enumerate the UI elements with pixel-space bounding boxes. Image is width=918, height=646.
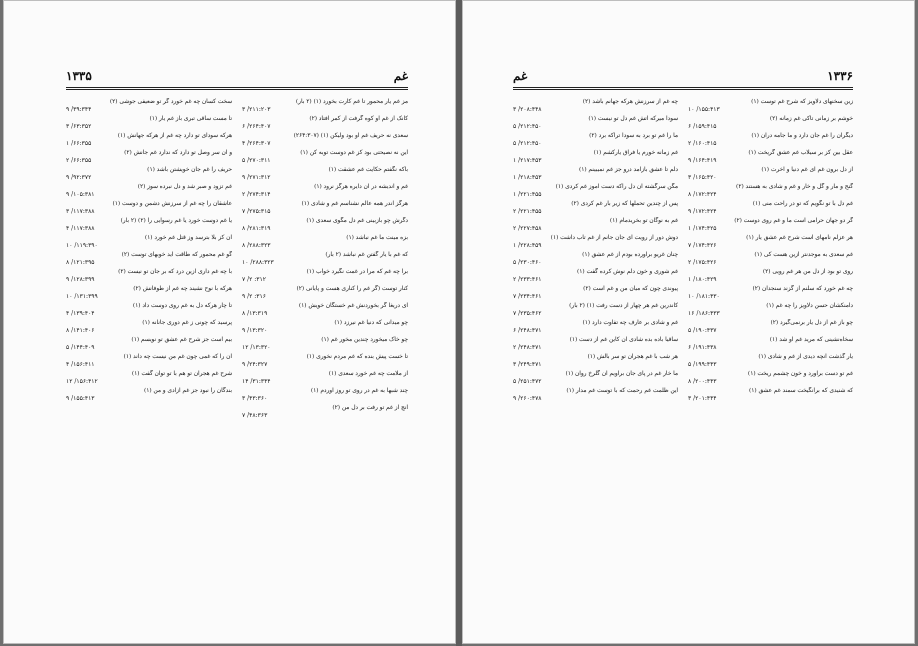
verse-line: آن را که غمی چون غم من نیست چه داند (۱) — [123, 354, 232, 360]
index-entry — [242, 166, 408, 182]
index-entry — [242, 353, 408, 369]
index-entry — [66, 200, 232, 216]
verse-line: این نه نصیحتی بود کز غم دوست توبه کن (۱) — [300, 150, 408, 156]
index-entry — [688, 353, 853, 369]
verse-line: غم و شادی بر عارف چه تفاوت دارد (۱) — [582, 320, 678, 326]
verse-reference: ۸ /۱۳:۳۱۹ — [242, 310, 268, 317]
verse-reference: ۱۲ /۱۳:۳۲۰ — [242, 344, 271, 351]
verse-line: سودا میرکه آتش غم دل تو نیست (۱) — [588, 116, 678, 122]
verse-reference: ۳ /۴۳:۳۶۰ — [242, 395, 268, 402]
verse-line: دلم تا عشق بازآمد درو جز غم نمیبینم (۱) — [578, 167, 678, 173]
verse-reference: ۹ /۱۰۵:۳۸۱ — [66, 191, 95, 198]
verse-reference: ۹ /۳۹:۳۴۴ — [66, 106, 92, 113]
verse-reference: ۲ /۲۳۳:۴۶۱ — [513, 276, 542, 283]
index-entry — [242, 404, 408, 420]
header-rule — [513, 87, 853, 90]
verse-line: ساقیا باده بده شادی آن کاین غم از دست (۱) — [569, 337, 678, 343]
verse-reference: ۸ /۲۸۱:۳۱۹ — [242, 225, 271, 232]
verse-reference: ۳ /۲۴۹:۴۷۱ — [513, 361, 542, 368]
verse-reference: ۱۰ /۱۸۱:۴۳۰ — [688, 293, 720, 300]
index-entry — [66, 115, 232, 131]
verse-line: بندگان را نبود جز غم آزادی و من (۱) — [143, 388, 232, 394]
index-entry — [242, 268, 408, 284]
page-header — [513, 63, 853, 83]
index-entry — [513, 268, 678, 284]
page-header — [66, 63, 408, 83]
verse-line: هرکه سودای تو دارد چه غم از هرکه جهانش (۱) — [117, 133, 232, 139]
index-entry — [242, 285, 408, 301]
verse-reference: ۷ /۲۳۴:۴۶۱ — [513, 293, 542, 300]
index-entry — [688, 387, 853, 403]
column-right — [242, 98, 408, 421]
verse-line: دوش دور از رویت ای جان جانم از غم تاب داشت (۱) — [550, 235, 678, 241]
verse-line: یا غم دوست خورد یا غم رسوایی را (۲) (۲ بار) — [120, 218, 232, 224]
verse-line: هر عزلم نامهای است شرح غم عشق یار (۱) — [746, 235, 853, 241]
index-entry — [513, 115, 678, 131]
index-entry — [513, 166, 678, 182]
index-entry — [688, 98, 853, 114]
header-rule — [66, 87, 408, 90]
verse-reference: ۵ /۱۹۹:۴۴۳ — [688, 361, 717, 368]
verse-reference: ۲ /۲۲۷:۴۵۸ — [513, 225, 542, 232]
verse-line: چه غم خورد که سلنم از گزند سنجدان (۲) — [752, 286, 853, 292]
verse-line: هرکه با نوح نشیند چه غم از طوفانش (۲) — [133, 286, 232, 292]
index-entry — [242, 251, 408, 267]
verse-line: دامنکشان حسن دلاویز را چه غم (۱) — [766, 303, 853, 309]
verse-reference: ۱۴ /۳۱:۳۴۴ — [242, 378, 271, 385]
verse-reference: ۳ /۲۰۸:۴۴۸ — [513, 106, 542, 113]
verse-line: پرسید که چونی ز غم دوری جانانه (۱) — [142, 320, 232, 326]
verse-line: ما را غم تو برد به سودا تراکه برد (۲) — [589, 133, 678, 139]
verse-line: غم شوری و خون دلم نوش کرده گفت (۱) — [577, 269, 678, 275]
verse-line: و آن سر وصل تو دارد که ندارد غم جانش (۲) — [124, 150, 232, 156]
verse-reference: ۹ /۱۳:۳۲۰ — [242, 327, 268, 334]
verse-reference: ۷ /۲۳۵:۴۶۲ — [513, 310, 542, 317]
index-entry — [66, 251, 232, 267]
index-entry — [66, 183, 232, 199]
verse-reference: ۸ /۲۸۸:۳۲۳ — [242, 242, 271, 249]
entry-columns — [513, 98, 853, 404]
index-entry — [66, 353, 232, 369]
verse-line: روی تو بود از دل من هر غم رویی (۲) — [762, 269, 853, 275]
verse-line: این ظلمت غم رحمت که با توست غم مدار (۱) — [566, 388, 678, 394]
verse-line: از ملامت چه غم خورد سعدی (۱) — [328, 371, 408, 377]
verse-line: باکه نگفتم حکایت غم عشقت (۱) — [328, 167, 408, 173]
verse-reference: ۳ /۶۳:۳۵۲ — [66, 123, 92, 130]
index-entry — [513, 98, 678, 114]
index-entry — [688, 200, 853, 216]
running-title: غم — [513, 69, 528, 83]
index-entry — [242, 132, 408, 148]
index-entry — [688, 302, 853, 318]
verse-line: چنان غریو برآورده بودم از غم عشق (۱) — [582, 252, 678, 258]
index-entry — [513, 353, 678, 369]
verse-line: ای دریغا گر بخوردنش غم خستگان خویش (۱) — [298, 303, 408, 309]
index-entry — [688, 234, 853, 250]
verse-line: هر شب با غم هجران تو سر بالش (۱) — [587, 354, 678, 360]
index-entry — [688, 217, 853, 233]
index-entry — [242, 370, 408, 386]
verse-reference: ۷ /۲ :۳۱۲ — [242, 276, 266, 283]
verse-reference: ۷ /۲۷۵:۳۱۵ — [242, 208, 271, 215]
verse-reference: ۳ /۱۱۷:۳۸۸ — [66, 208, 95, 215]
verse-reference: ۱۰ /۲۸۸:۳۲۳ — [242, 259, 274, 266]
verse-reference: ۱ /۲۱۷:۴۵۳ — [513, 157, 542, 164]
verse-line: چو باز غم از دل یار برنمی‌گیرد (۲) — [770, 320, 853, 326]
index-entry — [688, 149, 853, 165]
running-title: غم — [393, 69, 408, 83]
verse-reference: ۹ /۹۲:۳۷۲ — [66, 174, 92, 181]
verse-reference: ۴ /۱۳۹:۴۰۴ — [66, 310, 95, 317]
verse-reference: ۱۲ /۱۵۶:۴۱۲ — [66, 378, 98, 385]
verse-reference: ۹ /۱۲۸:۳۹۹ — [66, 276, 95, 283]
verse-line: از دل برون غم ای غم دنیا و آخرت (۱) — [761, 167, 853, 173]
index-entry — [688, 183, 853, 199]
verse-line: غم دل با تو نگویم که تو در راحت منی (۱) — [752, 201, 853, 207]
index-entry — [688, 285, 853, 301]
verse-reference: ۵ /۲۱۲:۴۵۰ — [513, 140, 542, 147]
verse-line: کنار توست (گر غم را کناری هست و پایانی (۲) — [296, 286, 408, 292]
left-page — [3, 0, 456, 644]
index-entry — [513, 183, 678, 199]
verse-line: چه غم از سرزنش هرکه جهانم باشد (۲) — [582, 99, 678, 105]
verse-line: سخاه‌نشینی که مرید غم او شد (۱) — [769, 337, 853, 343]
verse-reference: ۱ /۲۲۱:۴۵۵ — [513, 191, 542, 198]
verse-reference: ۹ /۱۵۵:۴۱۳ — [66, 395, 95, 402]
verse-line: پس از چندین تحملها که زیر بار غم کردی (۲) — [571, 201, 678, 207]
verse-line: بیم است جز شرح غم عشق تو نویسم (۱) — [131, 337, 232, 343]
verse-line: که شنیدی که برانگیخت سمند غم عشق (۱) — [749, 388, 853, 394]
index-entry — [66, 285, 232, 301]
verse-reference: ۲ /۱۶۰:۴۱۵ — [688, 140, 717, 147]
verse-reference: ۵ /۲۳۰:۴۶۰ — [513, 259, 542, 266]
index-entry — [242, 115, 408, 131]
verse-line: برا چه غم که مرا در غمت نگیرد خواب (۱) — [306, 269, 408, 275]
verse-reference: ۱ /۶۶:۳۵۵ — [66, 140, 92, 147]
verse-line: سخت کسان چه غم خورد گر تو ضعیفی جوشی (۲) — [109, 99, 232, 105]
index-entry — [688, 166, 853, 182]
index-entry — [66, 387, 232, 403]
verse-line: با چه غم داری ازین درد که بر جان تو نیست (۲) — [118, 269, 232, 275]
verse-line: کاندرین غم هر چهار از دست رفت (۱) (۲ بار) — [569, 303, 678, 309]
verse-line: غم زمانه خورم یا فراق یارکشم (۱) — [593, 150, 678, 156]
index-entry — [66, 336, 232, 352]
verse-line: غم و اندیشه در آن دایره هرگز نرود (۱) — [314, 184, 408, 190]
index-entry — [688, 319, 853, 335]
verse-reference: ۵ /۲۱۲:۴۵۰ — [513, 123, 542, 130]
verse-line: دگرش چو بازبینی غم دل مگوی سعدی (۱) — [306, 218, 408, 224]
verse-reference: ۶ /۱۵۹:۴۱۵ — [688, 123, 717, 130]
index-entry — [513, 319, 678, 335]
column-left — [66, 98, 232, 421]
verse-line: چو خاک میخورد چندین مخور غم (۱) — [321, 337, 408, 343]
verse-reference: ۴ /۲۶۴:۳۰۷ — [242, 140, 271, 147]
index-entry — [66, 217, 232, 233]
verse-reference: ۶ /۱۹۱:۴۳۸ — [688, 344, 717, 351]
verse-line: یار گذشت آنچه دیدی از غم و شادی (۱) — [758, 354, 853, 360]
page-number: ۱۳۳۵ — [66, 69, 92, 83]
index-entry — [513, 234, 678, 250]
verse-line: گر دو جهان حرامی است ما و غم روی دوست (۲) — [734, 218, 853, 224]
verse-reference: ۳ /۲۰۱:۴۴۴ — [688, 395, 717, 402]
verse-reference: ۹ /۲ :۳۱۶ — [242, 293, 266, 300]
verse-line: شرح غم هجران تو هم با تو توان گفت (۱) — [131, 371, 232, 377]
verse-reference: ۸ /۲۰۰:۴۴۳ — [688, 378, 717, 385]
verse-line: مز غم یار محمور تا غم کارت بخورد (۱) (۲ بار) — [295, 99, 408, 105]
verse-line: هرگز اندر همه عالم نشناسم غم و شادی (۱) — [301, 201, 408, 207]
verse-reference: ۴ /۱۵۶:۴۱۱ — [66, 361, 95, 368]
verse-reference: ۲ /۲۷۴:۳۱۴ — [242, 191, 271, 198]
index-entry — [513, 302, 678, 318]
verse-line: آن کز بلا بترسد وز قتل غم خورد (۱) — [144, 235, 232, 241]
index-entry — [66, 166, 232, 182]
verse-line: پیوندی چون که میان من و غم است (۲) — [583, 286, 678, 292]
index-entry — [242, 183, 408, 199]
verse-line: غم تزود و صبر شد و دل نبرده سوز (۲) — [137, 184, 232, 190]
index-entry — [66, 149, 232, 165]
verse-line: چند شبها به غم در روی تو روز آوردم (۱) — [310, 388, 408, 394]
index-entry — [242, 200, 408, 216]
verse-reference: ۹ /۲۴:۳۲۷ — [242, 361, 268, 368]
verse-reference: ۵ /۱۴۴:۴۰۹ — [66, 344, 95, 351]
verse-reference: ۱۶ /۱۸۶:۴۳۳ — [688, 310, 720, 317]
verse-line: غم به نوگان تو بخریدمام (۱) — [609, 218, 678, 224]
index-entry — [513, 387, 678, 403]
verse-reference: ۸ /۱۷۲:۴۲۴ — [688, 191, 717, 198]
verse-line: عاشقان را چه غم از سرزنش دشمن و دوست (۱) — [112, 201, 232, 207]
verse-reference: ۱۰ /۱۳۱:۳۹۹ — [66, 293, 98, 300]
verse-reference: ۲ /۱۷۵:۴۲۶ — [688, 259, 717, 266]
verse-line: غم تو دست برآورد و خون چشمم ریخت (۱) — [747, 371, 853, 377]
index-entry — [242, 217, 408, 233]
verse-reference: ۳ /۲۱۱:۲۰۳ — [242, 106, 271, 113]
verse-reference: ۱ /۱۷۴:۴۲۵ — [688, 225, 717, 232]
verse-line: آنچ از غم تو رفت بر دل من (۲) — [332, 405, 408, 411]
verse-line: حریف را غم جان خویشتن باشد (۱) — [147, 167, 232, 173]
index-entry — [242, 302, 408, 318]
index-entry — [242, 336, 408, 352]
verse-reference: ۱۰ /۱۱۹:۳۹۰ — [66, 242, 98, 249]
page-number: ۱۳۳۶ — [827, 69, 853, 83]
index-entry — [242, 234, 408, 250]
verse-line: غم سعدی به موجدنتر ازین هست کی (۱) — [754, 252, 853, 258]
verse-line: مگن سرگشته آن دل راکه دست آموز غم کردی (۱) — [555, 184, 678, 190]
index-entry — [66, 370, 232, 386]
verse-line: ما خار غم در پای جان برآویم ان گلرخ روان (۱) — [565, 371, 678, 377]
verse-reference: ۶ /۲۶۴:۴۰۷ — [242, 123, 271, 130]
verse-line: بزه مینت ما غم نباشد (۱) — [346, 235, 408, 241]
verse-line: دیگران را غم جان دارد و ما جامه دران (۱) — [751, 133, 853, 139]
column-right — [688, 98, 853, 404]
verse-line: که غم با یار گفتن غم نباشد (۲ بار) — [325, 252, 408, 258]
index-entry — [66, 98, 232, 114]
verse-reference: ۱۰ /۱۵۵:۴۱۳ — [688, 106, 720, 113]
verse-reference: ۱ /۱۸۰:۴۲۹ — [688, 276, 717, 283]
index-entry — [688, 132, 853, 148]
index-entry — [513, 200, 678, 216]
index-entry — [513, 251, 678, 267]
verse-line: کانک از غم او کوه گرفت از کمر افتاد (۲) — [309, 116, 408, 122]
verse-reference: ۱ /۲۱۸:۴۵۳ — [513, 174, 542, 181]
verse-reference: ۹ /۱۶۴:۴۱۹ — [688, 157, 717, 164]
verse-line: چو میدانی که دنیا غم نیرزد (۱) — [334, 320, 408, 326]
index-entry — [513, 132, 678, 148]
index-entry — [513, 285, 678, 301]
verse-reference: ۱ /۲۲۸:۴۵۹ — [513, 242, 542, 249]
verse-reference: ۸ /۱۲۱:۳۹۵ — [66, 259, 95, 266]
right-page — [462, 0, 915, 644]
index-entry — [688, 115, 853, 131]
verse-reference: ۴ /۱۱۷:۳۸۸ — [66, 225, 95, 232]
verse-reference: ۹ /۲۶۰:۴۷۸ — [513, 395, 542, 402]
verse-reference: ۳ /۱۶۵:۴۲۰ — [688, 174, 717, 181]
entry-columns — [66, 98, 408, 421]
verse-reference: ۸ /۱۴۱:۴۰۶ — [66, 327, 95, 334]
index-entry — [66, 268, 232, 284]
verse-reference: ۷ /۴۸:۳۶۳ — [242, 412, 268, 419]
verse-reference: ۲ /۶۶:۳۵۵ — [66, 157, 92, 164]
verse-reference: ۵ /۲۷۰:۳۱۱ — [242, 157, 271, 164]
index-entry — [242, 387, 408, 403]
index-entry — [242, 98, 408, 114]
verse-line: تا مست ساقی تبری باز غم یار (۱) — [149, 116, 232, 122]
verse-line: تا چار هرکه دل به غم روی دوست داد (۱) — [132, 303, 232, 309]
column-left — [513, 98, 678, 404]
verse-reference: ۹ /۱۷۲:۴۲۴ — [688, 208, 717, 215]
index-entry — [242, 319, 408, 335]
index-entry — [513, 336, 678, 352]
verse-reference: ۲ /۲۴۸:۴۷۱ — [513, 344, 542, 351]
verse-reference: ۶ /۲۴۸:۴۷۱ — [513, 327, 542, 334]
index-entry — [66, 132, 232, 148]
index-entry — [513, 370, 678, 386]
index-entry — [66, 234, 232, 250]
verse-reference: ۵ /۱۹۰:۴۳۷ — [688, 327, 717, 334]
verse-reference: ۷ /۱۷۴:۴۲۶ — [688, 242, 717, 249]
verse-reference: ۹ /۲۷۱:۳۱۲ — [242, 174, 271, 181]
verse-line: گو غم محمور که طاقت آید خوبهای توست (۲) — [121, 252, 232, 258]
index-entry — [688, 268, 853, 284]
index-entry — [66, 319, 232, 335]
verse-reference: ۲ /۲۲۱:۴۵۵ — [513, 208, 542, 215]
verse-line: گنج و مار و گل و خار و غم و شادی به هستند (۲) — [736, 184, 853, 190]
index-entry — [513, 149, 678, 165]
verse-line: عقل بین کز بر سیلاب غم عشق گریخت (۱) — [748, 150, 853, 156]
index-entry — [513, 217, 678, 233]
index-entry — [242, 149, 408, 165]
verse-line: زین سخنهای دلاویز که شرح غم توست (۱) — [751, 99, 853, 105]
verse-line: تا خست پیش بنده که غم مردم نخوری (۱) — [306, 354, 408, 360]
index-entry — [66, 302, 232, 318]
index-entry — [688, 370, 853, 386]
verse-line: خوشم بر زمانی تاکی غم زمانه (۲) — [769, 116, 853, 122]
verse-line: سعدی نه حریف غم او بود ولیکن (۱) (۲۶۴:۳۰۷) — [293, 133, 408, 139]
index-entry — [688, 251, 853, 267]
index-entry — [688, 336, 853, 352]
verse-reference: ۵ /۲۵۱:۴۷۲ — [513, 378, 542, 385]
